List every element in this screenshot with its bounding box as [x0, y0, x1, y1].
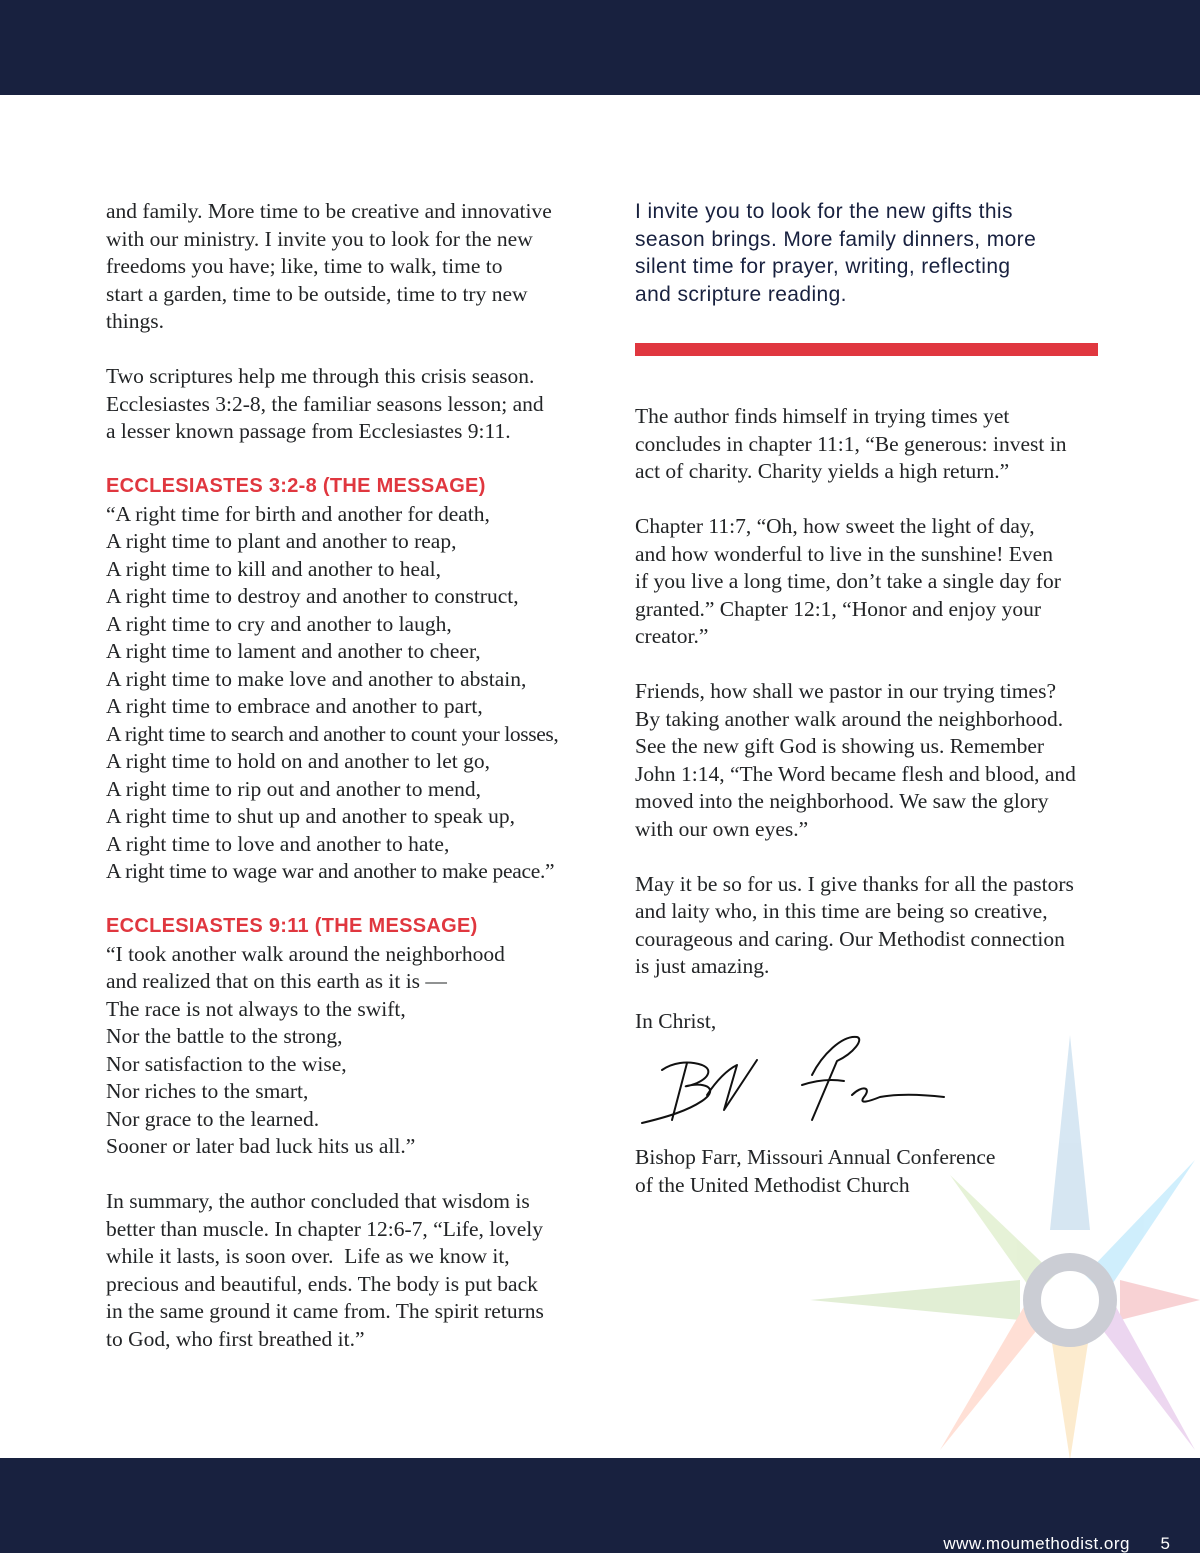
text-line: By taking another walk around the neighborhood. [635, 706, 1064, 731]
text-line: See the new gift God is showing us. Remember [635, 734, 1045, 758]
divider-rule [635, 343, 1098, 356]
pull-quote-line: silent time for prayer, writing, reflecting [635, 255, 1011, 278]
pull-quote-line: and scripture reading. [635, 282, 847, 306]
text-line: precious and beautiful, ends. The body is put back [106, 1271, 538, 1296]
passage-2 [106, 913, 576, 1161]
text-line: if you live a long time, don’t take a single day for [635, 569, 1061, 593]
left-column [106, 198, 576, 1381]
section-heading: ECCLESIASTES 9:11 (THE MESSAGE) [106, 915, 478, 937]
verse-line: A right time to make love and another to abstain, [106, 666, 527, 691]
signoff-line: Bishop Farr, Missouri Annual Conference [635, 1145, 996, 1169]
body-paragraph [635, 513, 1105, 651]
text-line: and how wonderful to live in the sunshine! Even [635, 541, 1053, 566]
text-line: The author finds himself in trying times yet [635, 404, 1010, 428]
intro-paragraph [106, 198, 576, 336]
passage-1 [106, 473, 576, 886]
compass-point-south [1050, 1330, 1090, 1460]
signature-image [632, 1025, 952, 1135]
text-line: Two scriptures help me through this crisis season. [106, 364, 535, 388]
text-line: is just amazing. [635, 954, 770, 978]
text-line: John 1:14, “The Word became flesh and blood, and [635, 761, 1076, 786]
verse-line: The race is not always to the swift, [106, 996, 406, 1021]
verse-line: A right time to plant and another to reap, [106, 529, 457, 553]
text-line: in the same ground it came from. The spirit returns [106, 1299, 544, 1323]
text-line: better than muscle. In chapter 12:6-7, “Life, lovely [106, 1216, 544, 1241]
compass-ring [1032, 1262, 1108, 1338]
text-line: concludes in chapter 11:1, “Be generous: invest in [635, 431, 1067, 456]
compass-point-north [1050, 1035, 1090, 1230]
text-line: and laity who, in this time are being so creative, [635, 899, 1048, 923]
verse-line: and realized that on this earth as it is — [106, 969, 447, 993]
verse-line: A right time to rip out and another to mend, [106, 776, 481, 801]
verse-line: A right time to lament and another to cheer, [106, 639, 481, 663]
text-line: to God, who first breathed it.” [106, 1326, 365, 1351]
summary-paragraph [106, 1188, 576, 1353]
text-line: with our ministry. I invite you to look for the new [106, 226, 533, 251]
verse-line: A right time to wage war and another to make peace.” [106, 859, 555, 883]
verse-line: A right time to love and another to hate, [106, 831, 450, 856]
text-line: a lesser known passage from Ecclesiastes 9:11. [106, 419, 511, 443]
text-line: courageous and caring. Our Methodist connection [635, 926, 1065, 951]
body-paragraph [635, 403, 1105, 486]
verse-line: Nor riches to the smart, [106, 1079, 309, 1103]
text-line: with our own eyes.” [635, 816, 809, 841]
verse-line: “A right time for birth and another for death, [106, 501, 490, 526]
verse-line: A right time to embrace and another to part, [106, 694, 483, 718]
text-line: In summary, the author concluded that wisdom is [106, 1189, 530, 1213]
verse-line: A right time to cry and another to laugh, [106, 611, 452, 636]
compass-point-east [1120, 1280, 1200, 1320]
verse-line: Sooner or later bad luck hits us all.” [106, 1134, 416, 1158]
verse-line: A right time to hold on and another to let go, [106, 749, 490, 773]
text-line: May it be so for us. I give thanks for all the pastors [635, 871, 1074, 896]
pull-quote [635, 198, 1105, 308]
verse-line: A right time to search and another to count your losses, [106, 721, 559, 746]
section-heading: ECCLESIASTES 3:2-8 (THE MESSAGE) [106, 475, 486, 497]
page-number: 5 [1160, 1534, 1170, 1553]
text-line: things. [106, 309, 164, 333]
compass-point-west [810, 1280, 1020, 1320]
compass-point-se [1095, 1305, 1195, 1450]
website-link[interactable]: www.moumethodist.org [943, 1534, 1130, 1553]
text-line: Friends, how shall we pastor in our trying times? [635, 679, 1056, 703]
body-paragraph [635, 871, 1105, 981]
verse-line: Nor the battle to the strong, [106, 1024, 343, 1048]
text-line: act of charity. Charity yields a high return.” [635, 459, 1010, 483]
header-bar [0, 0, 1200, 95]
verse-line: A right time to kill and another to heal, [106, 556, 441, 581]
closing-text: In Christ, [635, 1009, 717, 1033]
signoff [635, 1144, 1105, 1199]
text-line: moved into the neighborhood. We saw the glory [635, 789, 1049, 813]
verse-line: A right time to shut up and another to speak up, [106, 804, 516, 828]
compass-point-sw [940, 1305, 1045, 1450]
text-line: and family. More time to be creative and innovative [106, 199, 552, 223]
text-line: Chapter 11:7, “Oh, how sweet the light of day, [635, 514, 1035, 538]
verse-line: A right time to destroy and another to construct, [106, 584, 519, 608]
verse-line: Nor satisfaction to the wise, [106, 1051, 347, 1076]
text-line: start a garden, time to be outside, time to try new [106, 281, 528, 306]
scriptures-paragraph [106, 363, 576, 446]
text-line: Ecclesiastes 3:2-8, the familiar seasons lesson; and [106, 391, 544, 416]
pull-quote-line: season brings. More family dinners, more [635, 227, 1037, 251]
pull-quote-line: I invite you to look for the new gifts this [635, 200, 1013, 223]
verse-line: “I took another walk around the neighborhood [106, 941, 505, 966]
verse-line: Nor grace to the learned. [106, 1106, 320, 1131]
text-line: granted.” Chapter 12:1, “Honor and enjoy your [635, 596, 1041, 621]
signoff-line: of the United Methodist Church [635, 1172, 910, 1197]
text-line: freedoms you have; like, time to walk, time to [106, 254, 503, 278]
body-paragraph [635, 678, 1105, 843]
text-line: creator.” [635, 624, 709, 648]
text-line: while it lasts, is soon over. Life as we know it, [106, 1244, 510, 1268]
right-column-body [635, 403, 1105, 1036]
